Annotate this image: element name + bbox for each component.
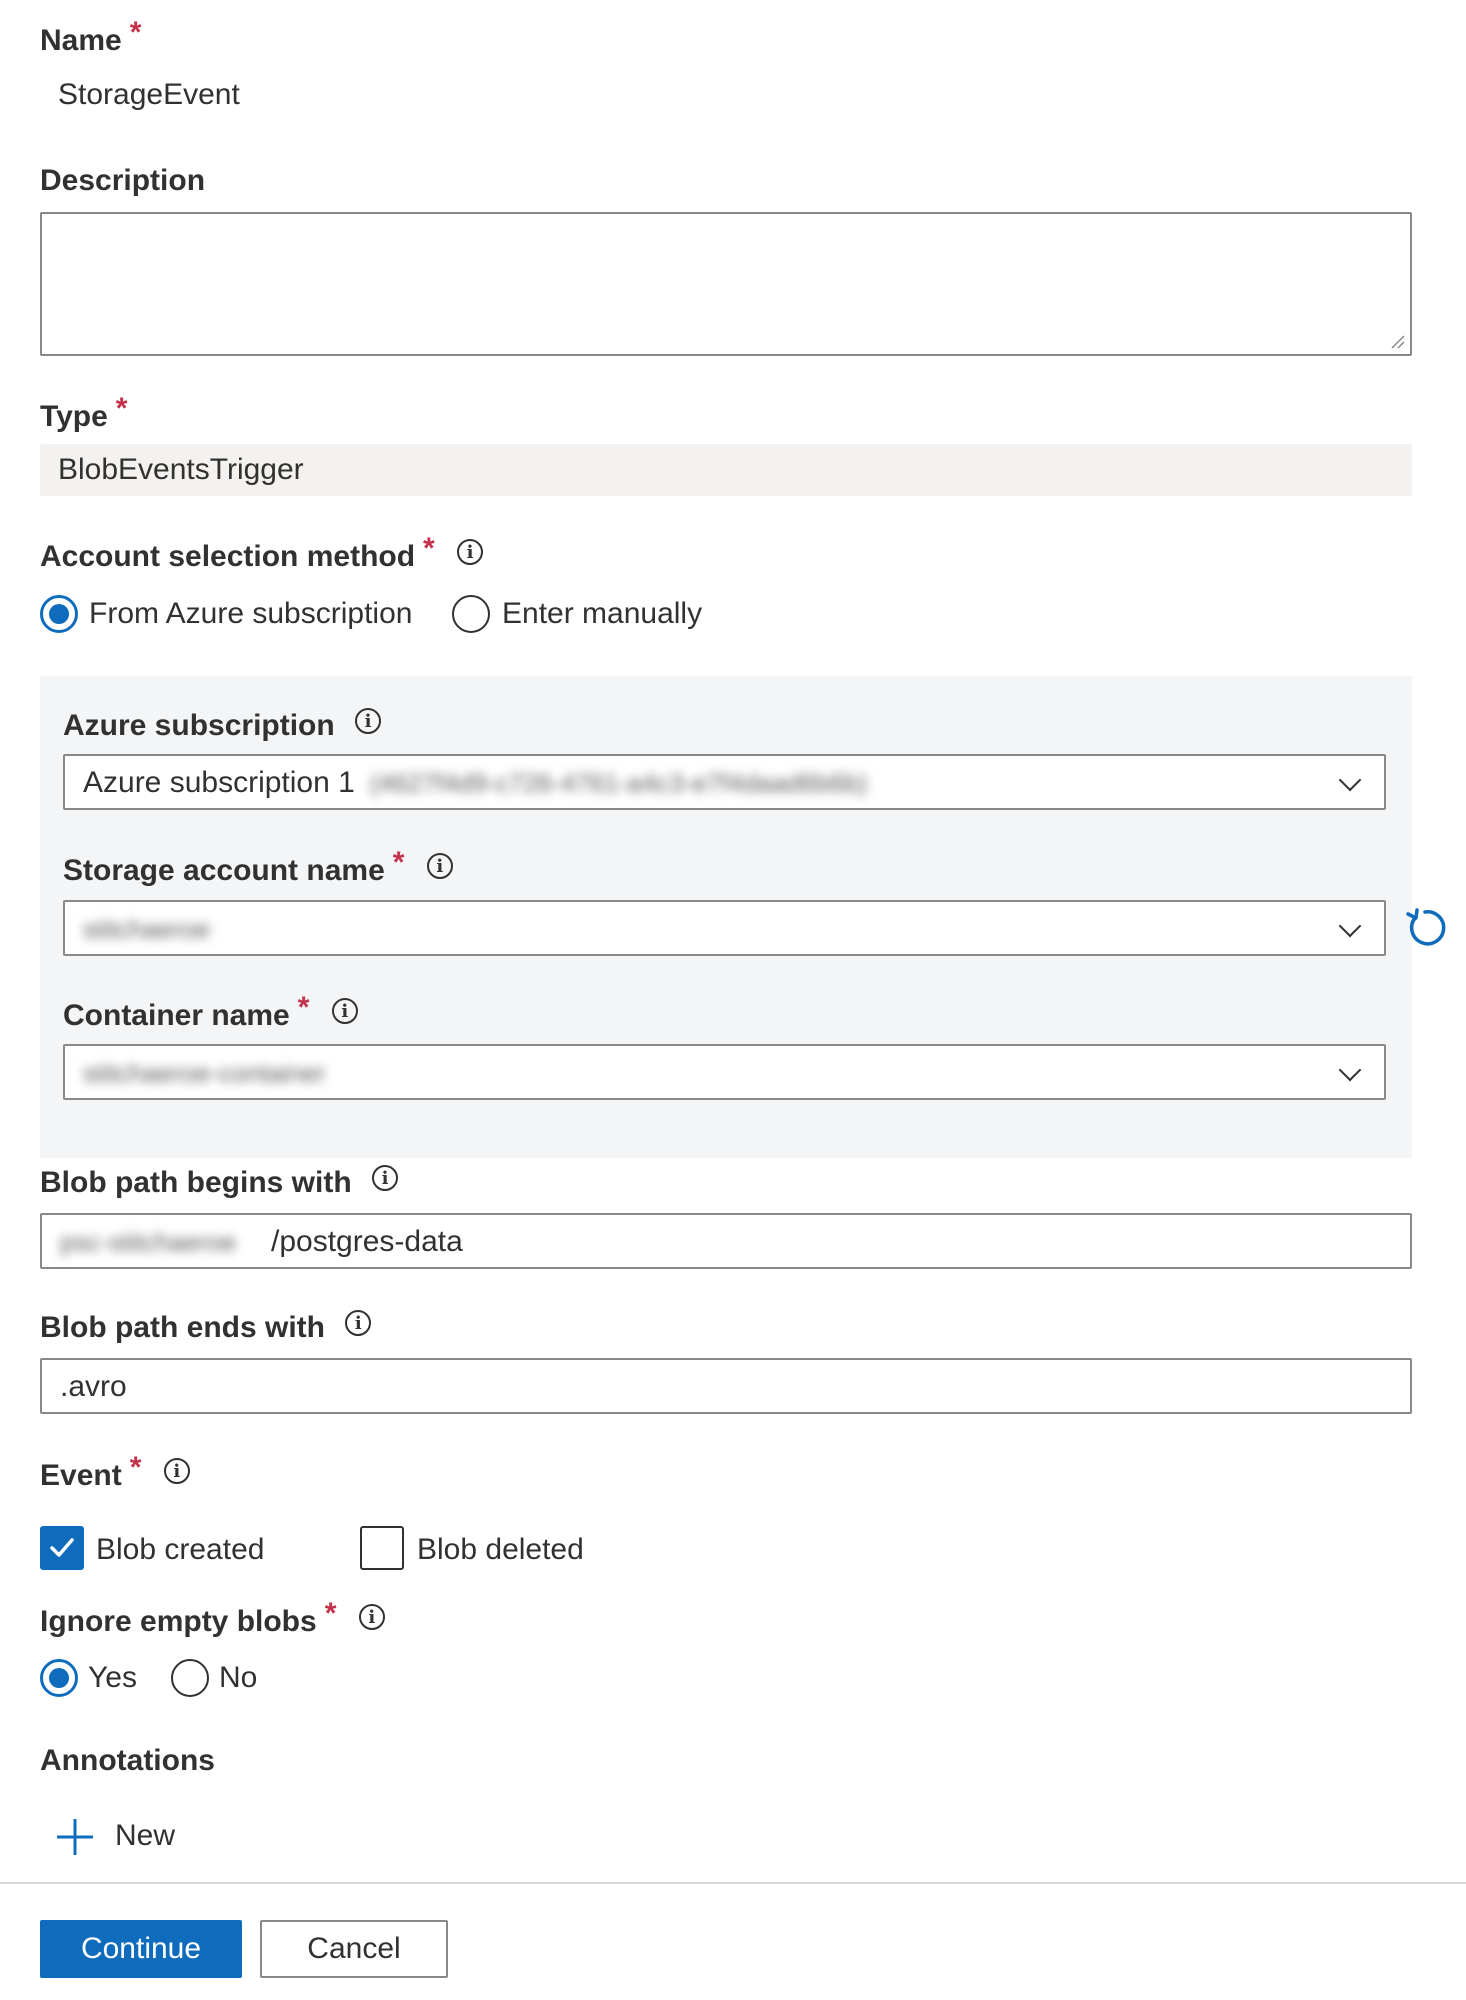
- event-label-row: [40, 1451, 190, 1493]
- azure-subscription-dropdown[interactable]: [63, 754, 1386, 810]
- annotations-label: Annotations: [40, 1744, 215, 1777]
- chevron-down-icon: [1339, 1059, 1362, 1082]
- required-asterisk: *: [324, 1597, 337, 1630]
- storage-account-label: Storage account name: [63, 854, 385, 887]
- type-label-row: [40, 392, 128, 434]
- continue-button[interactable]: [40, 1920, 242, 1978]
- blob-deleted-checkbox[interactable]: [360, 1526, 404, 1570]
- info-icon[interactable]: i: [457, 539, 483, 565]
- name-value[interactable]: StorageEvent: [58, 78, 240, 111]
- check-icon: [49, 1536, 75, 1560]
- azure-subscription-value: Azure subscription 1: [83, 766, 355, 799]
- storage-account-dropdown[interactable]: [63, 900, 1386, 956]
- description-label: Description: [40, 164, 206, 197]
- cancel-button[interactable]: [260, 1920, 448, 1978]
- refresh-icon[interactable]: [1404, 905, 1448, 949]
- name-label: Name: [40, 24, 122, 57]
- cancel-button-label: Cancel: [307, 1932, 401, 1965]
- type-label: Type: [40, 400, 108, 433]
- new-annotation-label: New: [115, 1819, 176, 1852]
- blob-ends-label-row: [40, 1311, 371, 1345]
- footer-divider: [0, 1882, 1466, 1884]
- account-selection-label-row: [40, 532, 483, 574]
- ignore-empty-label-row: [40, 1597, 385, 1639]
- blob-ends-label: Blob path ends with: [40, 1311, 325, 1344]
- azure-subscription-label: Azure subscription: [63, 709, 335, 742]
- radio-yes-label[interactable]: Yes: [88, 1661, 137, 1694]
- radio-enter-manually-label[interactable]: Enter manually: [502, 597, 703, 630]
- blob-begins-label-row: [40, 1166, 398, 1200]
- type-value: BlobEventsTrigger: [58, 453, 304, 486]
- container-name-dropdown[interactable]: [63, 1044, 1386, 1100]
- blob-begins-input[interactable]: [40, 1213, 1412, 1269]
- info-icon[interactable]: i: [427, 853, 453, 879]
- required-asterisk: *: [297, 991, 310, 1024]
- blob-begins-label: Blob path begins with: [40, 1166, 352, 1199]
- info-icon[interactable]: i: [372, 1165, 398, 1191]
- blob-created-checkbox[interactable]: [40, 1526, 84, 1570]
- storage-account-label-row: [63, 846, 453, 888]
- description-textarea[interactable]: [40, 212, 1412, 356]
- info-icon[interactable]: i: [359, 1604, 385, 1630]
- required-asterisk: *: [129, 16, 142, 49]
- chevron-down-icon: [1339, 915, 1362, 938]
- account-selection-label: Account selection method: [40, 540, 416, 573]
- container-name-value-redacted: stitchaeroe-container: [83, 1058, 326, 1088]
- chevron-down-icon: [1339, 769, 1362, 792]
- blob-begins-value-redacted: psc-stitchaeroe: [60, 1227, 237, 1257]
- info-icon[interactable]: i: [355, 708, 381, 734]
- info-icon[interactable]: i: [332, 998, 358, 1024]
- radio-from-azure-subscription[interactable]: [40, 595, 78, 633]
- container-name-label: Container name: [63, 999, 290, 1032]
- azure-subscription-label-row: [63, 709, 381, 743]
- storage-account-value-redacted: stitchaeroe: [83, 914, 211, 944]
- radio-no-label[interactable]: No: [219, 1661, 258, 1694]
- required-asterisk: *: [423, 532, 435, 565]
- event-label: Event: [40, 1459, 122, 1492]
- continue-button-label: Continue: [80, 1932, 202, 1965]
- radio-enter-manually[interactable]: [452, 595, 490, 633]
- azure-subscription-id-redacted: (4627f4d9-c726-4761-a4c3-e7f4daad6b6b): [370, 768, 868, 798]
- required-asterisk: *: [115, 392, 128, 425]
- radio-yes[interactable]: [40, 1659, 78, 1697]
- blob-deleted-label[interactable]: Blob deleted: [417, 1533, 584, 1566]
- type-field: [40, 444, 1412, 496]
- ignore-empty-label: Ignore empty blobs: [40, 1605, 317, 1638]
- radio-no[interactable]: [171, 1659, 209, 1697]
- container-name-label-row: [63, 991, 358, 1033]
- required-asterisk: *: [129, 1451, 142, 1484]
- required-asterisk: *: [392, 846, 405, 879]
- resize-grip-icon[interactable]: [1390, 334, 1406, 350]
- blob-created-label[interactable]: Blob created: [96, 1533, 265, 1566]
- new-annotation-button[interactable]: [55, 1815, 195, 1859]
- blob-begins-value: /postgres-data: [271, 1225, 463, 1258]
- info-icon[interactable]: i: [345, 1310, 371, 1336]
- plus-icon: [55, 1817, 95, 1857]
- radio-from-azure-subscription-label[interactable]: From Azure subscription: [89, 597, 413, 630]
- info-icon[interactable]: i: [164, 1458, 190, 1484]
- blob-ends-input[interactable]: [40, 1358, 1412, 1414]
- name-label-row: [40, 16, 142, 58]
- blob-ends-value: .avro: [60, 1370, 127, 1403]
